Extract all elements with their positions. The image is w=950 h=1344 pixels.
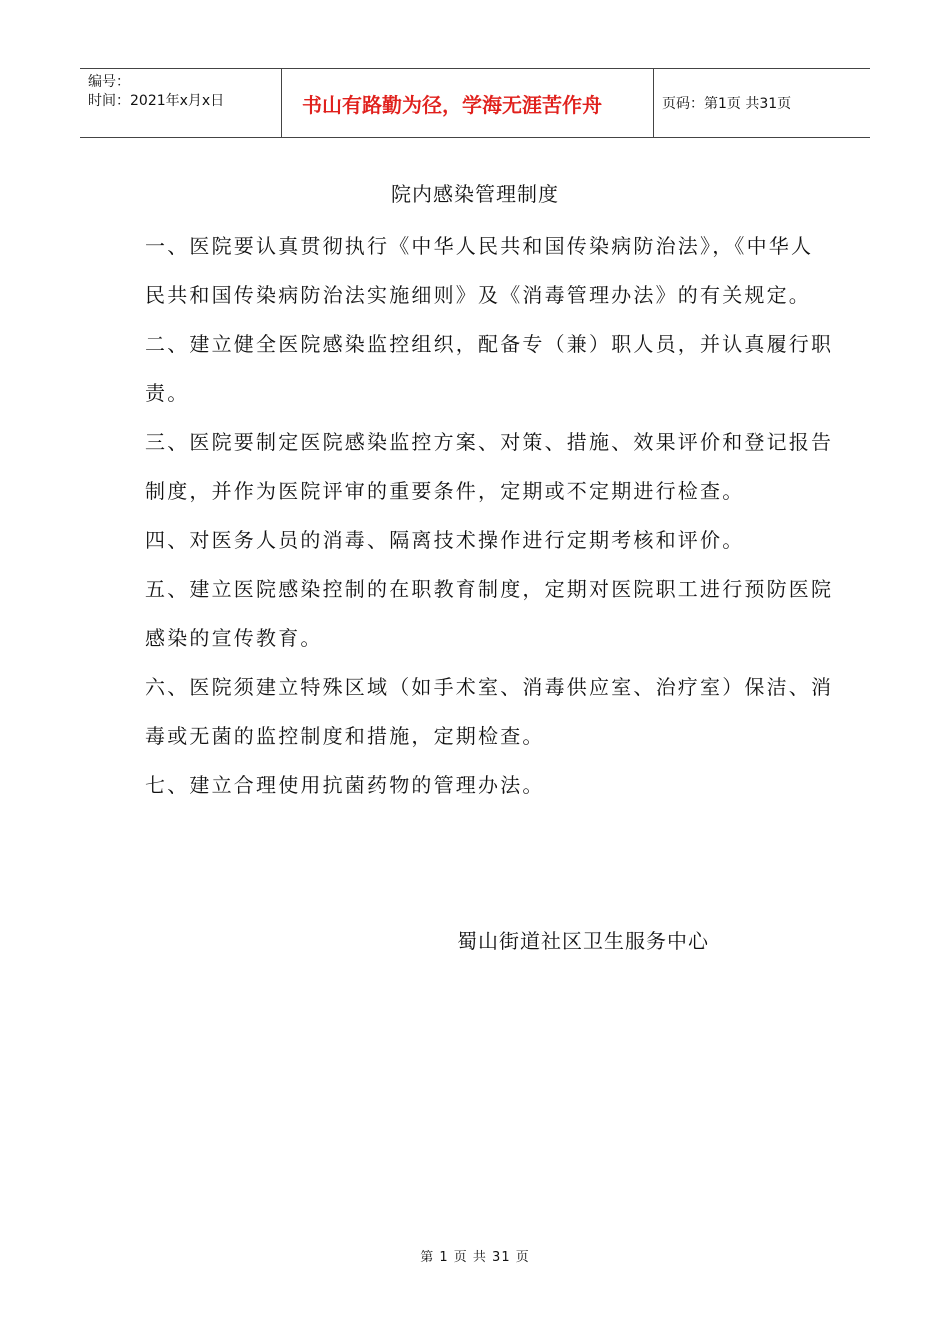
motto-text: 书山有路勤为径，学海无涯苦作舟	[302, 92, 602, 117]
page-info: 页码：第1页 共31页	[662, 96, 792, 112]
paragraph-2: 二、建立健全医院感染监控组织，配备专（兼）职人员，并认真履行职责。	[145, 332, 834, 405]
document-header	[80, 68, 870, 138]
page-footer: 第 1 页 共 31 页	[420, 1250, 530, 1265]
header-motto-cell	[282, 69, 654, 137]
number-label: 编号：	[88, 74, 130, 90]
document-body	[145, 222, 835, 810]
signature-organization: 蜀山街道社区卫生服务中心	[457, 929, 709, 953]
paragraph-6: 六、医院须建立特殊区域（如手术室、消毒供应室、治疗室）保洁、消毒或无菌的监控制度和措施，定期检查。	[145, 675, 834, 748]
paragraph-7: 七、建立合理使用抗菌药物的管理办法。	[145, 773, 545, 797]
time-label: 时间：2021年x月x日	[88, 93, 225, 109]
document-title: 院内感染管理制度	[391, 182, 559, 206]
header-page-cell	[654, 69, 870, 137]
paragraph-3: 三、医院要制定医院感染监控方案、对策、措施、效果评价和登记报告制度，并作为医院评审的重要条件，定期或不定期进行检查。	[145, 430, 834, 503]
paragraph-4: 四、对医务人员的消毒、隔离技术操作进行定期考核和评价。	[145, 528, 745, 552]
paragraph-1: 一、医院要认真贯彻执行《中华人民共和国传染病防治法》，《中华人民共和国传染病防治法实施细则》及《消毒管理办法》的有关规定。	[145, 234, 814, 307]
header-meta-cell	[80, 69, 282, 137]
paragraph-5: 五、建立医院感染控制的在职教育制度，定期对医院职工进行预防医院感染的宣传教育。	[145, 577, 834, 650]
